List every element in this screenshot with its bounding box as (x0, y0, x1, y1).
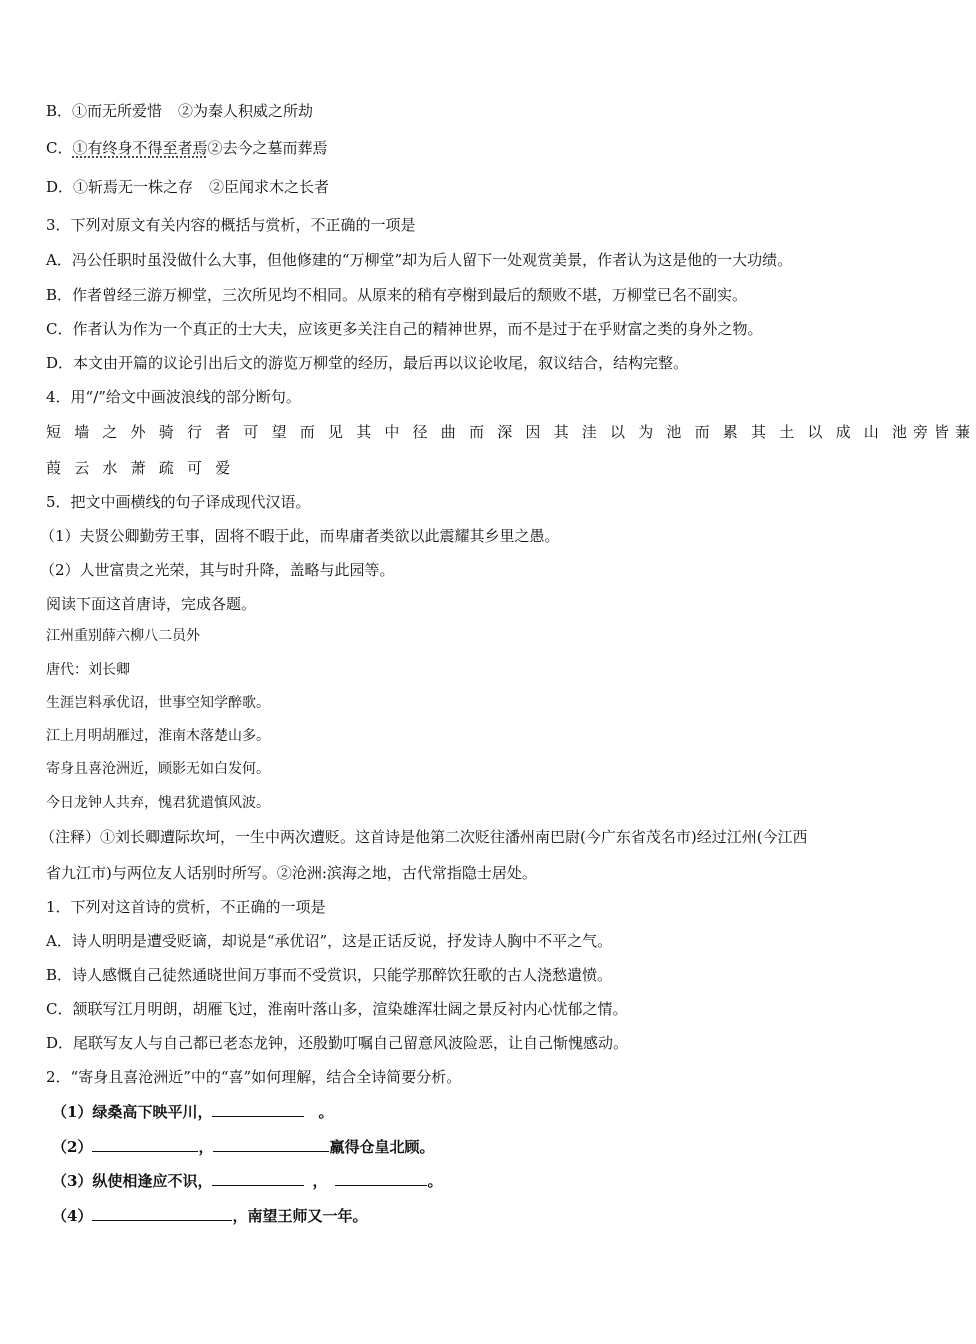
poem-line-2: 江上月明胡雁过，淮南木落楚山多。 (46, 728, 270, 744)
poem-note-1: （注释）①刘长卿遭际坎坷，一生中两次遭贬。这首诗是他第二次贬往潘州南巴尉(今广东省茂名市)经过江州(今江西 (40, 828, 808, 846)
q5-stem: 5．把文中画横线的句子译成现代汉语。 (46, 493, 311, 511)
pq1-option-a: A．诗人明明是遭受贬谪，却说是“承优诏”，这是正话反说，抒发诗人胸中不平之气。 (46, 932, 613, 950)
fill-item-2: （2） ， 羸得仓皇北顾。 (52, 1138, 435, 1156)
q4-passage-line1: 短墙之外骑行者可望而见其中径曲而深因其洼以为池而累其土以成山池旁皆蒹 (46, 423, 976, 441)
poem-line-3: 寄身且喜沧洲近，顾影无如白发何。 (46, 761, 270, 777)
fill-item-3: （3）纵使相逢应不识， ， 。 (52, 1172, 443, 1190)
fill-item-4: （4） ，南望王师又一年。 (52, 1207, 368, 1225)
pq1-option-d: D．尾联写友人与自己都已老态龙钟，还殷勤叮嘱自己留意风波险恶，让自己惭愧感动。 (46, 1034, 629, 1052)
poem-intro: 阅读下面这首唐诗，完成各题。 (46, 595, 257, 613)
q5-sentence-1: （1）夫贤公卿勤劳王事，固将不暇于此，而卑庸者类欲以此震耀其乡里之愚。 (40, 527, 560, 545)
q3-option-a: A．冯公任职时虽没做什么大事，但他修建的“万柳堂”却为后人留下一处观赏美景，作者认为这是他的一大功绩。 (46, 251, 793, 269)
q3-stem: 3．下列对原文有关内容的概括与赏析，不正确的一项是 (46, 216, 416, 234)
poem-line-1: 生涯岂料承优诏，世事空知学醉歌。 (46, 695, 270, 711)
fill-blank[interactable] (212, 1101, 304, 1117)
q2-option-d: D．①斩焉无一株之存 ②臣闻求木之长者 (46, 178, 330, 196)
q5-sentence-2: （2）人世富贵之光荣，其与时升降，盖略与此园等。 (40, 561, 395, 579)
q4-passage-line2: 葭云水萧疏可爱 (46, 459, 244, 477)
fill-blank[interactable] (212, 1170, 304, 1186)
q3-option-d: D．本文由开篇的议论引出后文的游览万柳堂的经历，最后再以议论收尾，叙议结合，结构完整。 (46, 354, 689, 372)
q3-option-b: B．作者曾经三游万柳堂，三次所见均不相同。从原来的稍有亭榭到最后的颓败不堪，万柳堂已名不副实。 (46, 286, 748, 304)
q4-stem: 4．用“/”给文中画波浪线的部分断句。 (46, 388, 301, 406)
pq2-stem: 2．“寄身且喜沧洲近”中的“喜”如何理解，结合全诗简要分析。 (46, 1068, 462, 1086)
q2-option-b: B．①而无所爱惜 ②为秦人积威之所劫 (46, 102, 314, 120)
q2-option-c: C．①有终身不得至者焉②去今之墓而葬焉 (46, 139, 328, 157)
poem-author: 唐代：刘长卿 (46, 662, 130, 678)
poem-note-2: 省九江市)与两位友人话别时所写。②沧洲:滨海之地，古代常指隐士居处。 (46, 864, 537, 882)
fill-blank[interactable] (92, 1136, 198, 1152)
pq1-option-c: C．颔联写江月明朗，胡雁飞过，淮南叶落山多，渲染雄浑壮阔之景反衬内心忧郁之情。 (46, 1000, 628, 1018)
pq1-stem: 1．下列对这首诗的赏析，不正确的一项是 (46, 898, 326, 916)
poem-title: 江州重别薛六柳八二员外 (46, 628, 200, 644)
poem-line-4: 今日龙钟人共弃，愧君犹遣慎风波。 (46, 795, 270, 811)
fill-blank[interactable] (213, 1136, 329, 1152)
q3-option-c: C．作者认为作为一个真正的士大夫，应该更多关注自己的精神世界，而不是过于在乎财富之类的身外之物。 (46, 320, 763, 338)
fill-blank[interactable] (92, 1205, 232, 1221)
fill-blank[interactable] (335, 1170, 427, 1186)
pq1-option-b: B．诗人感慨自己徒然通晓世间万事而不受赏识，只能学那醉饮狂歌的古人浇愁遣愤。 (46, 966, 613, 984)
fill-item-1: （1）绿桑高下映平川， 。 (52, 1103, 334, 1121)
